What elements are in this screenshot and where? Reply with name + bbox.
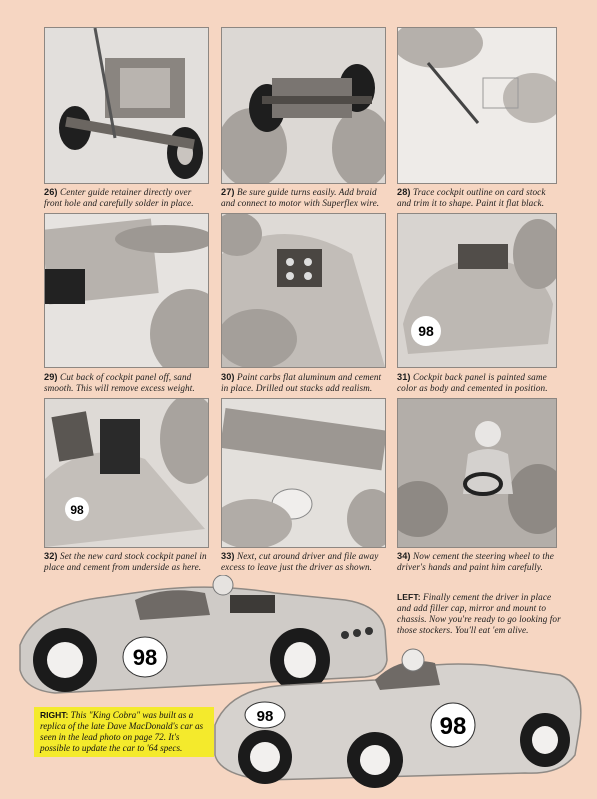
caption-31 bbox=[397, 372, 559, 394]
front-car-nose-number: 98 bbox=[256, 708, 274, 725]
caption-32 bbox=[44, 551, 210, 573]
caption-29-number: 29) bbox=[44, 372, 58, 382]
photo-29-cut-cockpit bbox=[44, 213, 209, 368]
driver-cut-illustration bbox=[222, 399, 385, 547]
photo-32-card-stock-panel bbox=[44, 398, 209, 548]
caption-33 bbox=[221, 551, 387, 573]
hand-chassis-illustration bbox=[222, 28, 385, 183]
photo-26-guide-retainer bbox=[44, 27, 209, 184]
back-car bbox=[20, 575, 387, 693]
caption-26 bbox=[44, 187, 210, 209]
panel-install-illustration bbox=[45, 399, 208, 547]
caption-28-number: 28) bbox=[397, 187, 411, 197]
cutting-illustration bbox=[45, 214, 208, 367]
left-caption-label: LEFT: bbox=[397, 592, 421, 602]
driver-figure-illustration bbox=[398, 399, 556, 547]
carbs-illustration bbox=[222, 214, 385, 367]
car-body-illustration bbox=[398, 214, 556, 367]
caption-28-text: Trace cockpit outline on card stock and trim it to shape. Paint it flat black. bbox=[397, 187, 546, 208]
caption-26-text: Center guide retainer directly over front hole and carefully solder in place. bbox=[44, 187, 194, 208]
photo-31-cockpit-back-panel bbox=[397, 213, 557, 368]
photo-28-trace-cockpit bbox=[397, 27, 557, 184]
caption-28 bbox=[397, 187, 559, 209]
chassis-illustration bbox=[45, 28, 208, 183]
caption-34 bbox=[397, 551, 559, 573]
caption-29-text: Cut back of cockpit panel off, sand smooth. This will remove excess weight. bbox=[44, 372, 195, 393]
photo-30-paint-carbs bbox=[221, 213, 386, 368]
caption-30-number: 30) bbox=[221, 372, 235, 382]
caption-30 bbox=[221, 372, 387, 394]
right-caption-box bbox=[34, 707, 214, 757]
caption-26-number: 26) bbox=[44, 187, 58, 197]
right-caption-text: This "King Cobra" was built as a replica of the late Dave MacDonald's car as seen in the lead photo on page 72. It's possible to update the car to '64 specs. bbox=[40, 710, 204, 753]
caption-30-text: Paint carbs flat aluminum and cement in place. Drilled out stacks add realism. bbox=[221, 372, 382, 393]
left-caption bbox=[397, 592, 563, 636]
photo-27-guide-turns bbox=[221, 27, 386, 184]
caption-34-text: Now cement the steering wheel to the driver's hands and paint him carefully. bbox=[397, 551, 554, 572]
photo32-car-number: 98 bbox=[70, 503, 84, 517]
tracing-illustration bbox=[398, 28, 556, 183]
photo31-car-number: 98 bbox=[418, 323, 434, 339]
caption-27 bbox=[221, 187, 387, 209]
front-car-side-number: 98 bbox=[439, 713, 467, 740]
caption-33-number: 33) bbox=[221, 551, 235, 561]
photo-33-cut-driver bbox=[221, 398, 386, 548]
caption-31-number: 31) bbox=[397, 372, 411, 382]
caption-31-text: Cockpit back panel is painted same color as body and cemented in position. bbox=[397, 372, 548, 393]
caption-33-text: Next, cut around driver and file away excess to leave just the driver as shown. bbox=[221, 551, 379, 572]
back-car-number: 98 bbox=[132, 645, 158, 670]
caption-27-text: Be sure guide turns easily. Add braid and connect to motor with Superflex wire. bbox=[221, 187, 380, 208]
caption-29 bbox=[44, 372, 210, 394]
caption-32-text: Set the new card stock cockpit panel in place and cement from underside as here. bbox=[44, 551, 207, 572]
photo-34-steering-wheel bbox=[397, 398, 557, 548]
caption-27-number: 27) bbox=[221, 187, 235, 197]
right-caption-label: RIGHT: bbox=[40, 710, 69, 720]
caption-34-number: 34) bbox=[397, 551, 411, 561]
left-caption-text: Finally cement the driver in place and add filler cap, mirror and mount to chassis. Now you're ready to go looking for those stockers. You'll eat 'em alive. bbox=[397, 592, 561, 635]
caption-32-number: 32) bbox=[44, 551, 58, 561]
